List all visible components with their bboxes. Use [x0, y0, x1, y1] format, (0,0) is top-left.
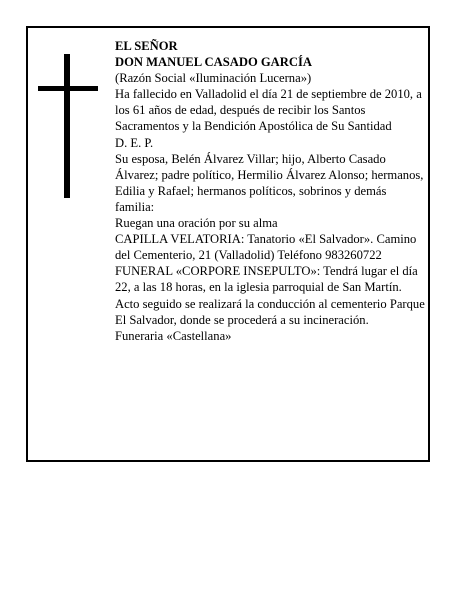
cross-icon [38, 54, 98, 198]
notice-rip: D. E. P. [115, 135, 154, 150]
notice-deceased-name: DON MANUEL CASADO GARCÍA [115, 55, 312, 70]
cross-horizontal-bar [38, 86, 98, 91]
notice-death-announcement: Ha fallecido en Valladolid el día 21 de septiembre de 2010, a los 61 años de edad, después de recibir los Santos Sacramentos y la Bendición Apostólica de Su Santidad [115, 87, 422, 134]
notice-family: Su esposa, Belén Álvarez Villar; hijo, Alberto Casado Álvarez; padre político, Hermilio Álvarez Alonso; hermanos, Edilia y Rafael; hermanos políticos, sobrinos y demás familia: [115, 151, 424, 214]
notice-prayer-request: Ruegan una oración por su alma [115, 216, 278, 231]
notice-chapel: CAPILLA VELATORIA: Tanatorio «El Salvador». Camino del Cementerio, 21 (Valladolid) Teléfono 983260722 [115, 232, 417, 263]
notice-heading-title: EL SEÑOR [115, 39, 178, 53]
notice-company: (Razón Social «Iluminación Lucerna») [115, 71, 312, 86]
notice-funeral-home: Funeraria «Castellana» [115, 328, 232, 343]
cross-vertical-bar [64, 54, 70, 198]
notice-funeral: FUNERAL «CORPORE INSEPULTO»: Tendrá lugar el día 22, a las 18 horas, en la iglesia parroquial de San Martín. Acto seguido se realizará la conducción al cementerio Parque El Salvador, donde se procederá a su incineración. [115, 264, 425, 327]
obituary-text [115, 38, 427, 344]
